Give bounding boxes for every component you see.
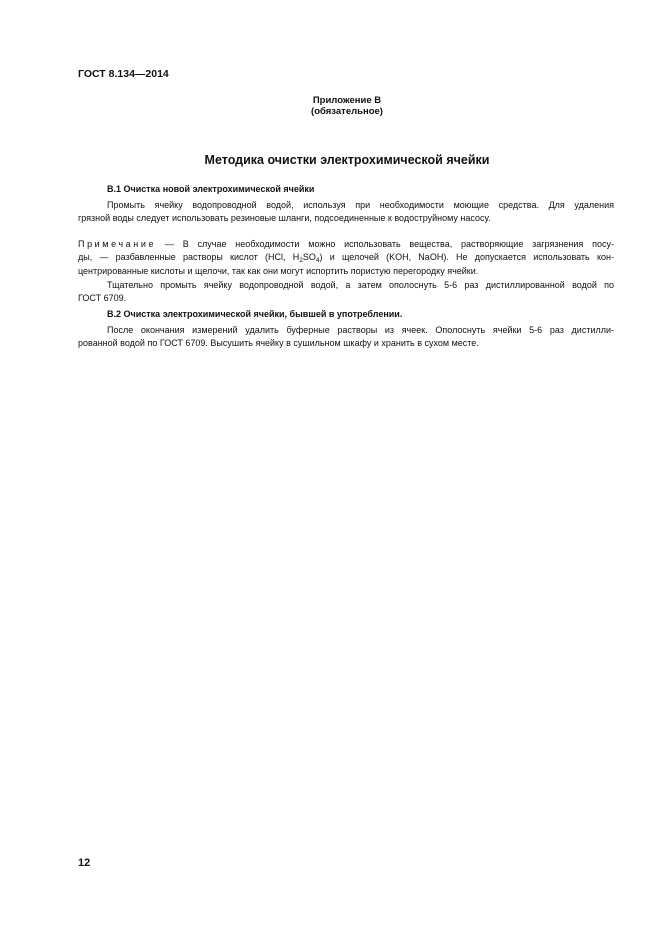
note-text: — В случае необходимости можно использовать вещества, растворяющие загрязнения посу- — [156, 239, 614, 249]
section-heading-b2: В.2 Очистка электрохимической ячейки, бывшей в употреблении. — [107, 309, 403, 319]
note-label: Примечание — [78, 239, 157, 249]
text-line — [78, 251, 614, 265]
subscript: 2 — [299, 257, 303, 264]
text-line: центрированные кислоты и щелочи, так как они могут испортить пористую перегородку ячейки. — [78, 266, 479, 276]
text-line: Тщательно промыть ячейку водопроводной водой, а затем ополоснуть 5-6 раз дистиллированной водой по — [107, 280, 614, 290]
note-text: ды, — разбавленные растворы кислот (HCl, H — [78, 252, 300, 262]
text-line: грязной воды следует использовать резиновые шланги, подсоединенные к водоструйному насосу. — [78, 213, 491, 223]
text-line — [78, 238, 614, 251]
text-line: После окончания измерений удалить буферные растворы из ячеек. Ополоснуть ячейки 5-6 раз дистилли- — [107, 325, 614, 335]
text-line: ГОСТ 6709. — [78, 293, 127, 303]
note-block — [78, 238, 614, 278]
text-line: рованной водой по ГОСТ 6709. Высушить ячейку в сушильном шкафу и хранить в сухом месте. — [78, 338, 479, 348]
page-number: 12 — [78, 857, 91, 869]
appendix-label — [0, 95, 661, 117]
page-title: Методика очистки электрохимической ячейки — [204, 153, 490, 167]
paragraph-b1-rinse — [78, 279, 614, 305]
document-header: ГОСТ 8.134—2014 — [78, 68, 169, 80]
section-heading-b1: В.1 Очистка новой электрохимической ячейки — [107, 184, 315, 194]
appendix-status: (обязательное) — [311, 106, 383, 117]
note-text: SO — [302, 252, 316, 262]
note-text: ) и щелочей (KOH, NaOH). Не допускается использовать кон- — [319, 252, 614, 262]
paragraph-b1-wash — [78, 199, 614, 225]
paragraph-b2 — [78, 324, 614, 350]
text-line: Промыть ячейку водопроводной водой, используя при необходимости моющие средства. Для удаления — [107, 200, 614, 210]
appendix-title: Приложение В — [312, 95, 382, 106]
subscript: 4 — [315, 257, 320, 264]
